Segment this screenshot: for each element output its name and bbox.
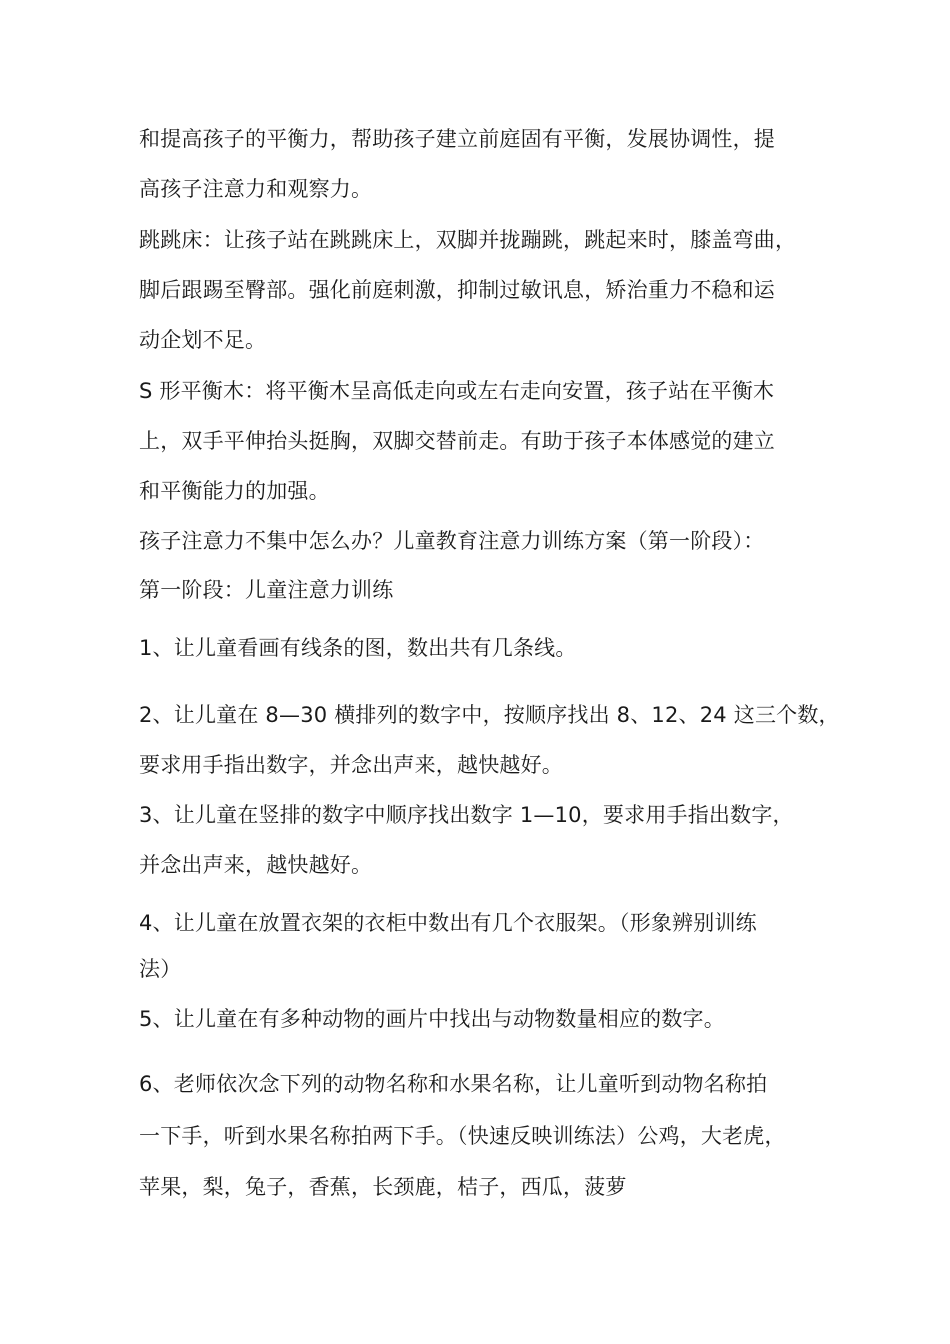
- text-line: 上，双手平伸抬头挺胸，双脚交替前走。有助于孩子本体感觉的建立: [139, 429, 775, 453]
- text-line: 脚后跟踢至臀部。强化前庭刺激，抑制过敏讯息，矫治重力不稳和运: [139, 278, 775, 302]
- text-line: 5、让儿童在有多种动物的画片中找出与动物数量相应的数字。: [139, 1007, 725, 1031]
- text-line: 3、让儿童在竖排的数字中顺序找出数字 1—10，要求用手指出数字，: [139, 803, 794, 827]
- text-line: 和提高孩子的平衡力，帮助孩子建立前庭固有平衡，发展协调性，提: [139, 127, 775, 151]
- text-line: 6、老师依次念下列的动物名称和水果名称，让儿童听到动物名称拍: [139, 1072, 768, 1096]
- text-line: 并念出声来，越快越好。: [139, 853, 373, 877]
- text-line: 动企划不足。: [139, 328, 267, 352]
- text-line: 孩子注意力不集中怎么办？儿童教育注意力训练方案（第一阶段）：: [139, 529, 765, 553]
- text-line: 跳跳床：让孩子站在跳跳床上，双脚并拢蹦跳，跳起来时，膝盖弯曲，: [139, 228, 797, 252]
- text-line: 要求用手指出数字，并念出声来，越快越好。: [139, 753, 563, 777]
- text-line: S 形平衡木：将平衡木呈高低走向或左右走向安置，孩子站在平衡木: [139, 379, 775, 403]
- text-line: 1、让儿童看画有线条的图，数出共有几条线。: [139, 636, 577, 660]
- text-line: 高孩子注意力和观察力。: [139, 177, 373, 201]
- text-line: 2、让儿童在 8—30 横排列的数字中，按顺序找出 8、12、24 这三个数，: [139, 703, 840, 727]
- text-line: 和平衡能力的加强。: [139, 479, 330, 503]
- text-line: 第一阶段：儿童注意力训练: [139, 578, 394, 602]
- text-line: 一下手，听到水果名称拍两下手。（快速反映训练法）公鸡，大老虎，: [139, 1124, 786, 1148]
- text-line: 苹果，梨，兔子，香蕉，长颈鹿，桔子，西瓜，菠萝: [139, 1175, 627, 1199]
- text-line: 法）: [139, 957, 182, 981]
- text-line: 4、让儿童在放置衣架的衣柜中数出有几个衣服架。（形象辨别训练: [139, 911, 757, 935]
